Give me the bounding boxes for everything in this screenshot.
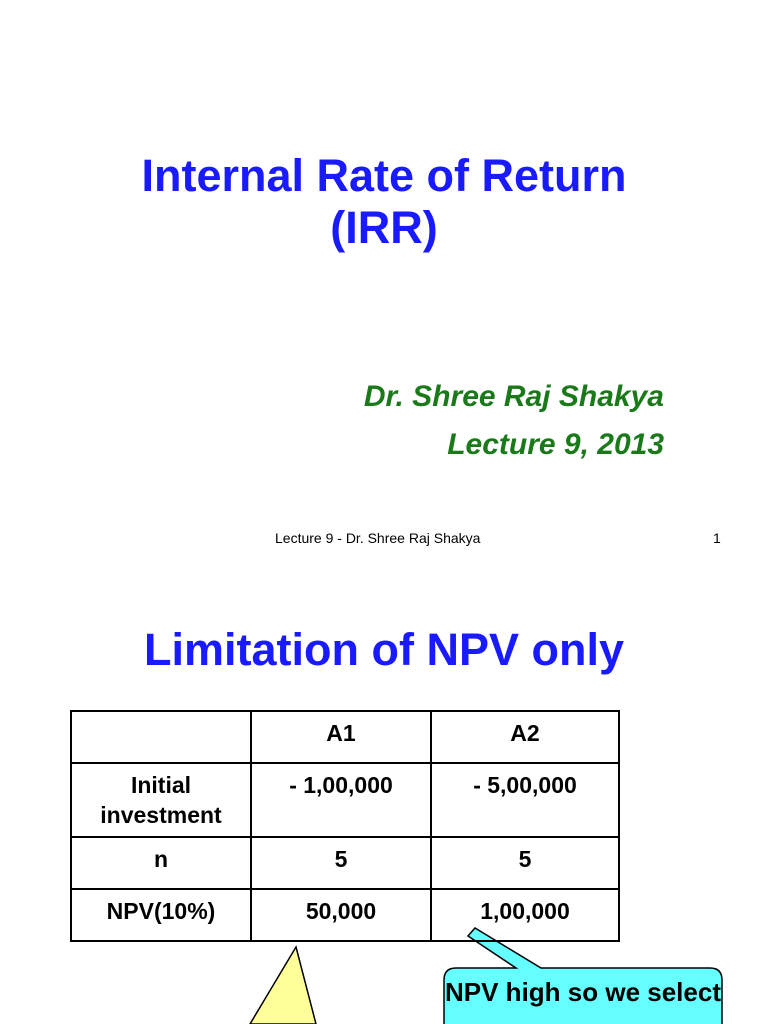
slide-1-title [0, 150, 768, 254]
header-cell-a1: A1 [251, 711, 431, 763]
slide-2-title: Limitation of NPV only [144, 624, 624, 675]
table-row [71, 889, 619, 941]
cell-value: - 5,00,000 [431, 763, 619, 837]
table-header-row [71, 711, 619, 763]
title-line-1: Internal Rate of Return [141, 150, 627, 201]
row-label: n [71, 837, 251, 889]
callout-text: NPV high so we select [445, 977, 721, 1007]
slide-footer: Lecture 9 - Dr. Shree Raj Shakya [275, 530, 481, 546]
npv-comparison-table [70, 710, 620, 942]
title-line-2: (IRR) [330, 202, 438, 253]
header-cell-empty [71, 711, 251, 763]
slide-2 [0, 576, 768, 1024]
table-row [71, 837, 619, 889]
cell-value: 50,000 [251, 889, 431, 941]
row-label: Initial investment [71, 763, 251, 837]
cell-value: 5 [431, 837, 619, 889]
page-number: 1 [713, 530, 721, 546]
cell-value: 5 [251, 837, 431, 889]
cell-value: 1,00,000 [431, 889, 619, 941]
yellow-callout [250, 947, 316, 1024]
row-label: NPV(10%) [71, 889, 251, 941]
lecture-info: Lecture 9, 2013 [447, 428, 664, 461]
author-name: Dr. Shree Raj Shakya [363, 380, 664, 413]
table-row [71, 763, 619, 837]
cell-value: - 1,00,000 [251, 763, 431, 837]
header-cell-a2: A2 [431, 711, 619, 763]
